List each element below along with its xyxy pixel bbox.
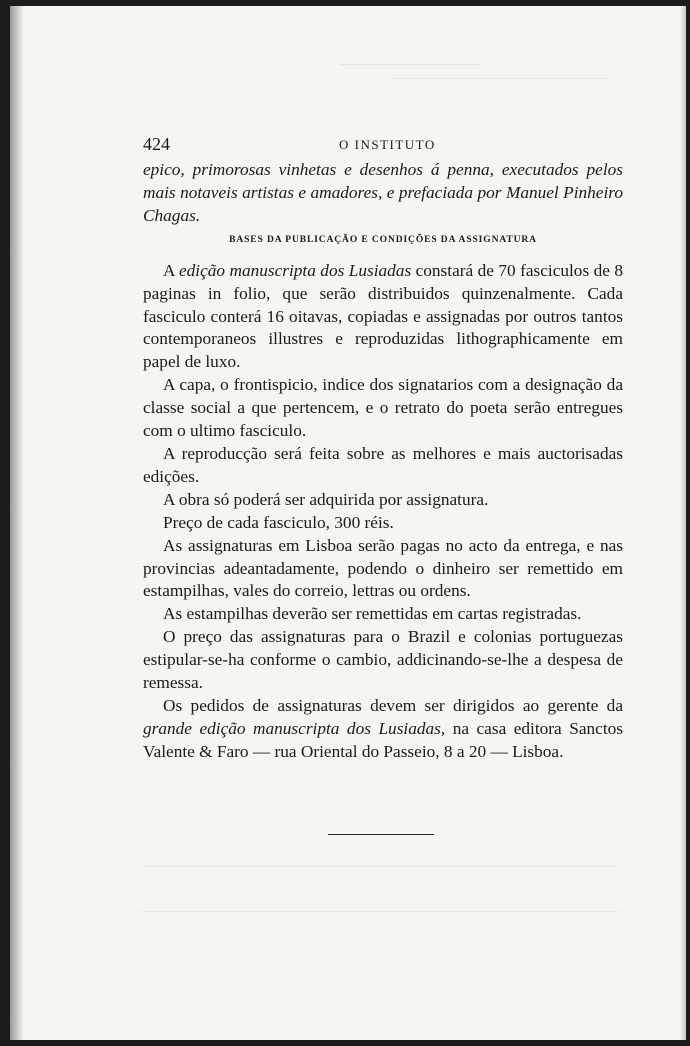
paragraph-price: Preço de cada fasciculo, 300 réis. xyxy=(163,512,394,532)
paragraph-edition xyxy=(143,260,623,375)
running-head: O INSTITUTO xyxy=(339,137,436,152)
paragraph-text: constará de 70 fasciculos de 8 paginas in folio, que serão distribuidos quinzenalmente. Cada fasciculo conterá 16 oitavas, copiadas e assignadas por outros tantos contemporaneos illustres e reproduzidas lithographicamente em papel de luxo. xyxy=(143,260,623,372)
paragraph-text: A xyxy=(163,260,179,280)
section-end-rule xyxy=(328,834,434,835)
page-header xyxy=(143,134,623,156)
intro-paragraph: epico, primorosas vinhetas e desenhos á penna, executados pelos mais notaveis artistas e amadores, e prefaciada por Manuel Pinheiro Chagas. xyxy=(143,160,623,225)
paragraph-stamps: As estampilhas deverão ser remettidas em cartas registradas. xyxy=(163,604,582,624)
binding-shadow xyxy=(10,6,24,1040)
section-heading: BASES DA PUBLICAÇÃO E CONDIÇÕES DA ASSIGNATURA xyxy=(229,234,537,245)
page-edge-shadow xyxy=(680,6,686,1040)
paragraph-reproduction: A reproducção será feita sobre as melhores e mais auctorisadas edições. xyxy=(143,443,623,486)
paragraph-text: Os pedidos de assignaturas devem ser dirigidos ao gerente da xyxy=(163,695,623,715)
page-number: 424 xyxy=(143,134,170,154)
paragraph-text: na casa editora Sanctos Valente & Faro — rua Oriental do Passeio, 8 a 20 — Lisboa. xyxy=(143,718,623,761)
paragraph-subscription-only: A obra só poderá ser adquirida por assignatura. xyxy=(163,489,489,509)
body-text xyxy=(143,159,623,764)
book-page xyxy=(10,6,686,1040)
edition-title: grande edição manuscripta dos Lusiadas, xyxy=(143,718,446,738)
paragraph-cover: A capa, o frontispicio, indice dos signatarios com a designação da classe social a que pertencem, e o retrato do poeta serão entregues com o ultimo fasciculo. xyxy=(143,375,623,441)
paragraph-orders xyxy=(143,695,623,764)
paragraph-brazil-price: O preço das assignaturas para o Brazil e colonias portuguezas estipular-se-ha conforme o cambio, addicinando-se-lhe a despesa de remessa. xyxy=(143,627,623,693)
paragraph-payment: As assignaturas em Lisboa serão pagas no acto da entrega, e nas provincias adeantadamente, podendo o dinheiro ser remettido em estampilhas, vales do correio, lettras ou ordens. xyxy=(143,535,623,601)
edition-title: edição manuscripta dos Lusiadas xyxy=(178,260,412,280)
